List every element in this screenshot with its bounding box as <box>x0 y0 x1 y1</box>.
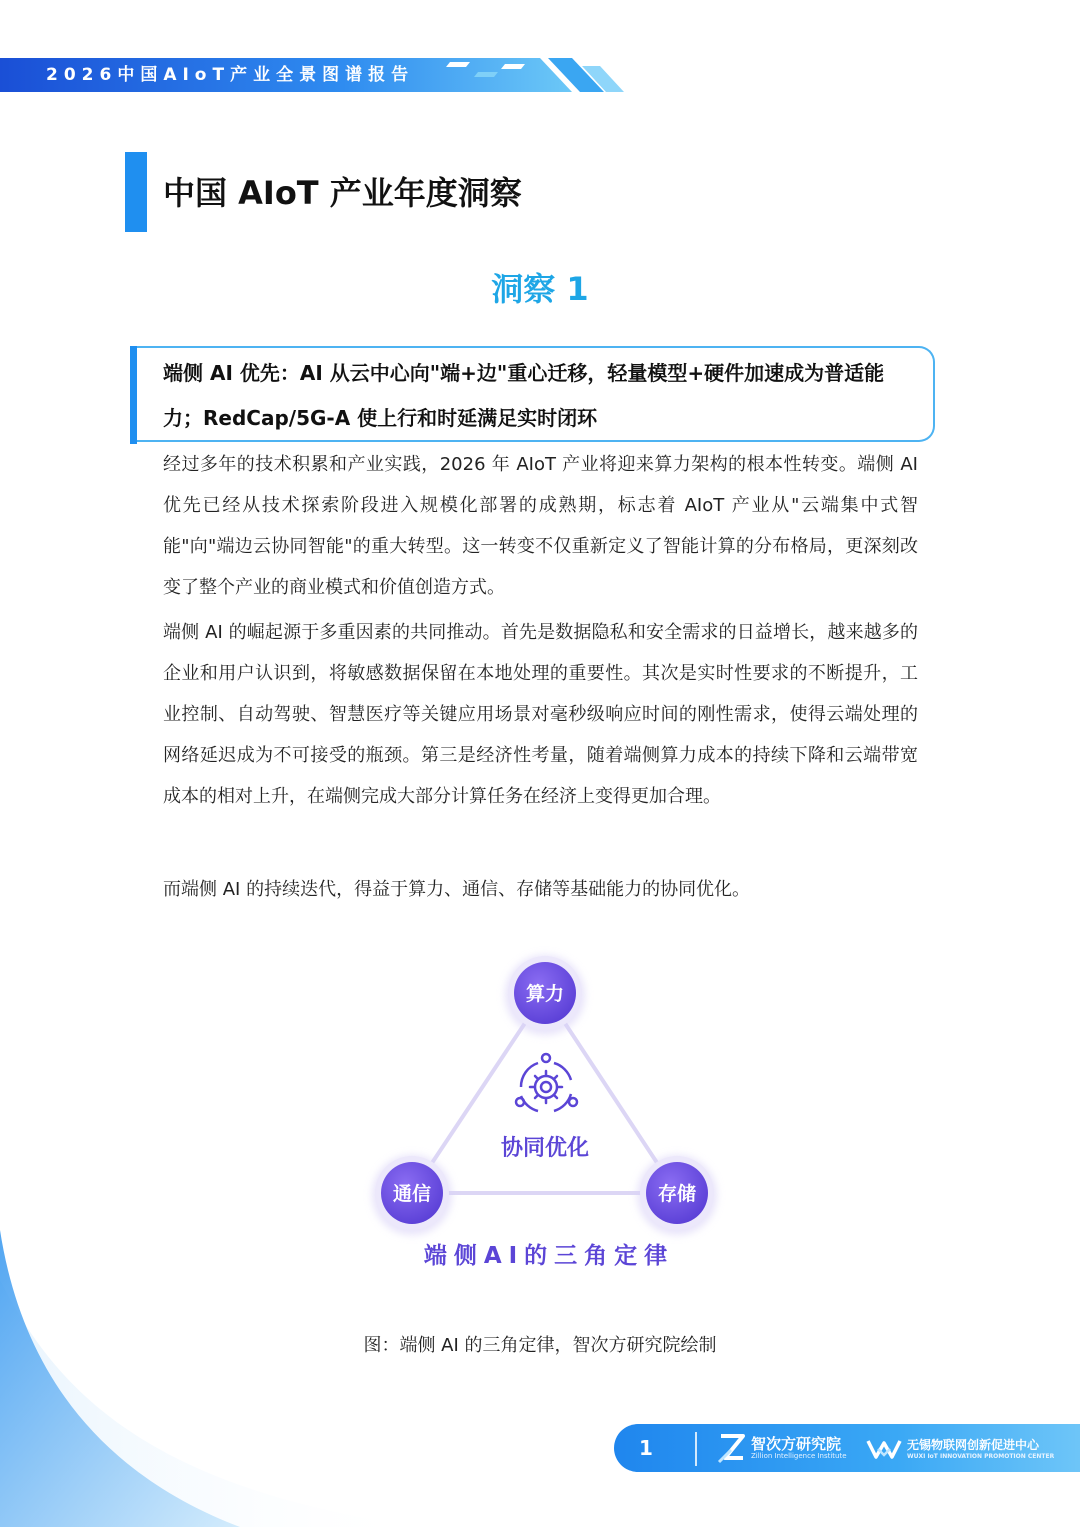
node-label-compute: 算力 <box>525 983 565 1005</box>
section-title: 中国 AIoT 产业年度洞察 <box>163 174 522 212</box>
section-accent-bar <box>125 152 147 232</box>
logo-zillion-en: Zillion Intelligence Institute <box>751 1452 847 1460</box>
logo-zillion-cn: 智次方研究院 <box>751 1435 842 1453</box>
logo-wuxi-cn: 无锡物联网创新促进中心 <box>907 1438 1040 1452</box>
node-storage <box>637 1155 717 1235</box>
node-label-storage: 存储 <box>657 1183 697 1205</box>
zillion-logo-icon <box>717 1432 747 1464</box>
node-label-communication: 通信 <box>392 1183 432 1205</box>
report-title: 2026中国AIoT产业全景图谱报告 <box>46 65 415 85</box>
bottom-wave-decoration <box>0 1200 440 1527</box>
insight-callout-text: 端侧 AI 优先：AI 从云中心向"端+边"重心迁移，轻量模型+硬件加速成为普适能力；RedCap/5G-A 使上行和时延满足实时闭环 <box>163 361 885 430</box>
figure-caption: 图：端侧 AI 的三角定律，智次方研究院绘制 <box>363 1335 717 1356</box>
insight-title: 洞察 1 <box>491 270 589 308</box>
gear-cycle-icon <box>516 1054 577 1111</box>
wuxi-iot-logo-icon <box>866 1437 902 1461</box>
paragraph-1: 经过多年的技术积累和产业实践，2026 年 AIoT 产业将迎来算力架构的根本性转变。端侧 AI 优先已经从技术探索阶段进入规模化部署的成熟期，标志着 AIoT 产业从"云端集中式智能"向"端边云协同智能"的重大转型。这一转变不仅重新定义了智能计算的分布格局，更深刻改变了整个产业的商业模式和价值创造方式。 <box>163 454 918 598</box>
paragraph-3: 而端侧 AI 的持续迭代，得益于算力、通信、存储等基础能力的协同优化。 <box>163 879 751 900</box>
callout-accent-bar <box>130 346 137 444</box>
logo-wuxi-en: WUXI IoT INNOVATION PROMOTION CENTER <box>907 1453 1055 1460</box>
center-label: 协同优化 <box>500 1136 590 1161</box>
paragraph-2: 端侧 AI 的崛起源于多重因素的共同推动。首先是数据隐私和安全需求的日益增长，越来越多的企业和用户认识到，将敏感数据保留在本地处理的重要性。其次是实时性要求的不断提升，工业控制、自动驾驶、智慧医疗等关键应用场景对毫秒级响应时间的刚性需求，使得云端处理的网络延迟成为不可接受的瓶颈。第三是经济性考量，随着端侧算力成本的持续下降和云端带宽成本的相对上升，在端侧完成大部分计算任务在经济上变得更加合理。 <box>163 622 918 807</box>
node-compute <box>505 955 585 1035</box>
footer-divider <box>695 1432 697 1466</box>
diagram-title: 端侧AI的三角定律 <box>423 1243 675 1269</box>
page-number: 1 <box>639 1436 653 1460</box>
